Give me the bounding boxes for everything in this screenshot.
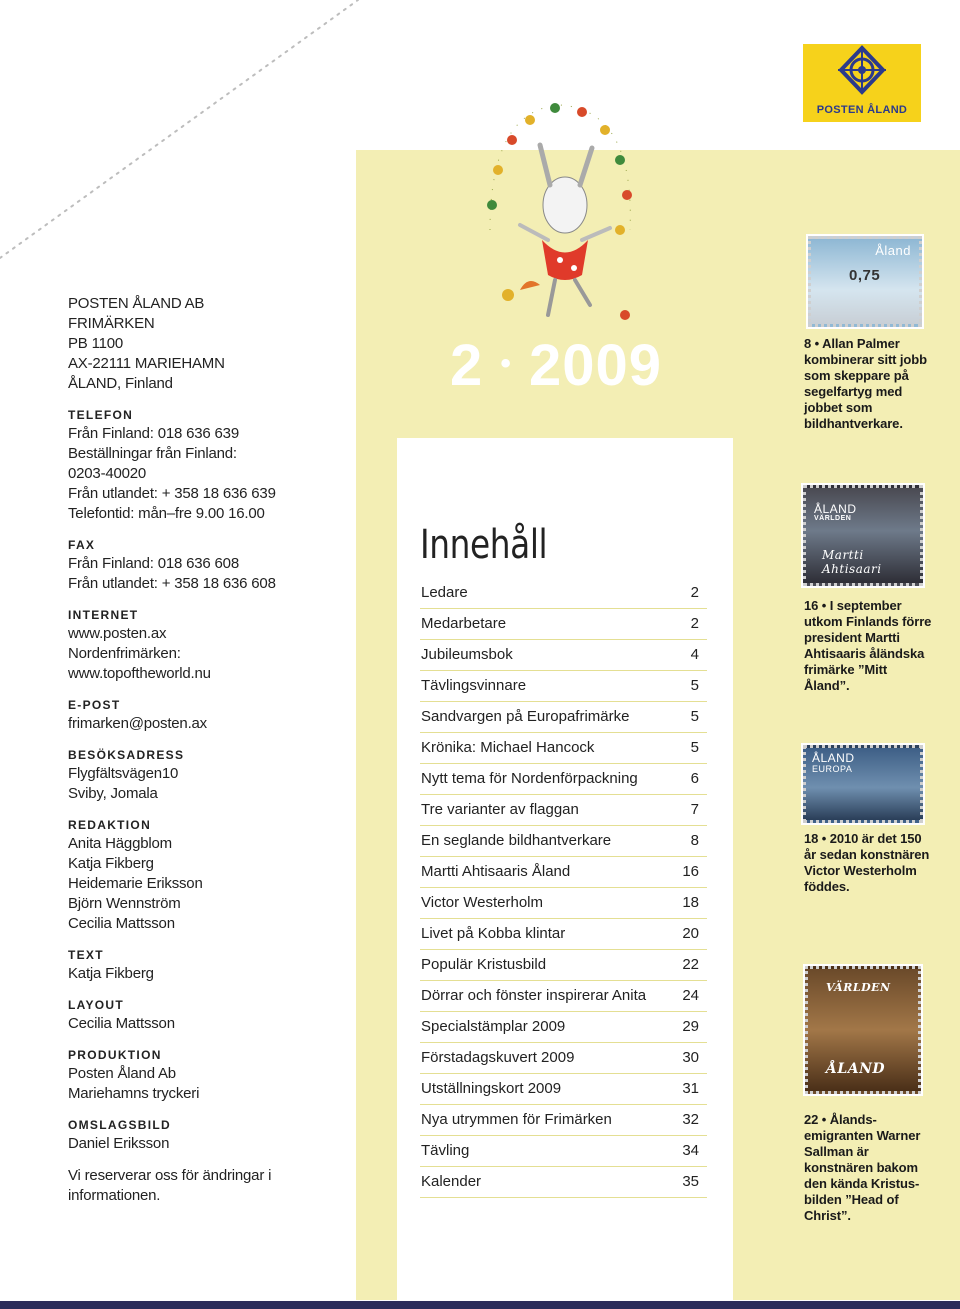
contents-item-page: 6 — [690, 770, 699, 787]
contents-item-title: Nya utrymmen för Frimärken — [421, 1111, 612, 1128]
contents-item[interactable] — [420, 857, 707, 888]
stamp-image — [803, 745, 923, 823]
contents-item[interactable] — [420, 1043, 707, 1074]
text-name: Katja Fikberg — [68, 965, 154, 982]
juggler-illustration — [470, 90, 650, 330]
contents-item[interactable] — [420, 795, 707, 826]
address-line: ÅLAND, Finland — [68, 375, 173, 392]
contents-item-page: 35 — [682, 1173, 699, 1190]
contents-item[interactable] — [420, 671, 707, 702]
contents-item-title: Utställningskort 2009 — [421, 1080, 562, 1097]
contents-item-page: 2 — [690, 584, 699, 601]
stamp-text: EUROPA — [812, 764, 853, 774]
contents-item[interactable] — [420, 1012, 707, 1043]
colophon — [68, 294, 338, 1206]
posten-aland-logo — [803, 44, 921, 122]
epost-label: E-POST — [68, 698, 121, 712]
contents-item[interactable] — [420, 640, 707, 671]
contents-item[interactable] — [420, 702, 707, 733]
produktion-label: PRODUKTION — [68, 1048, 162, 1062]
stamp-image — [803, 485, 923, 586]
contents-item[interactable] — [420, 1074, 707, 1105]
posten-emblem-icon — [803, 44, 921, 104]
text-label: TEXT — [68, 948, 104, 962]
telefon-line: Från Finland: 018 636 639 — [68, 425, 239, 442]
address-line: PB 1100 — [68, 335, 124, 352]
stamp-text: Åland — [875, 243, 911, 258]
contents-list — [420, 578, 707, 1198]
fax-line: Från utlandet: + 358 18 636 608 — [68, 575, 276, 592]
contents-item-page: 5 — [690, 677, 699, 694]
stamp-text: ÅLAND — [814, 502, 857, 516]
stamp-text: VÄRLDEN — [814, 515, 852, 522]
telefon-line: 0203-40020 — [68, 465, 147, 482]
contents-item[interactable] — [420, 733, 707, 764]
stamp-text: 0,75 — [849, 267, 881, 284]
contents-item[interactable] — [420, 609, 707, 640]
issue-number — [450, 332, 662, 399]
contents-item[interactable] — [420, 578, 707, 609]
contents-item-title: Krönika: Michael Hancock — [421, 739, 595, 756]
stamp-text: ÅLAND — [812, 751, 855, 765]
address-line: POSTEN ÅLAND AB — [68, 295, 205, 312]
contents-item-title: Tävlingsvinnare — [421, 677, 527, 694]
contents-item-page: 29 — [682, 1018, 699, 1035]
layout-label: LAYOUT — [68, 998, 125, 1012]
contents-item-title: Livet på Kobba klintar — [421, 925, 566, 942]
contents-item-title: Ledare — [421, 584, 468, 601]
address-block — [68, 294, 338, 394]
contents-title: Innehåll — [420, 522, 548, 568]
fax-line: Från Finland: 018 636 608 — [68, 555, 239, 572]
redaktion-name: Katja Fikberg — [68, 855, 154, 872]
address-line: AX-22111 MARIEHAMN — [68, 355, 225, 372]
dotted-line-decoration — [0, 0, 360, 260]
internet-label: INTERNET — [68, 608, 139, 622]
contents-item-title: Tre varianter av flaggan — [421, 801, 579, 818]
contents-item-page: 31 — [682, 1080, 699, 1097]
contents-item-page: 5 — [690, 739, 699, 756]
contents-item-title: Victor Westerholm — [421, 894, 543, 911]
issue-year: 2009 — [529, 333, 663, 398]
contents-item-page: 16 — [682, 863, 699, 880]
contents-item-title: Populär Kristusbild — [421, 956, 547, 973]
email-link[interactable]: frimarken@posten.ax — [68, 715, 207, 732]
feature-caption: 18 • 2010 är det 150 år sedan konstnären Victor Westerholm föddes. — [804, 831, 930, 894]
besoksadress-label: BESÖKSADRESS — [68, 748, 185, 762]
contents-item[interactable] — [420, 919, 707, 950]
contents-item-title: Nytt tema för Nordenförpackning — [421, 770, 638, 787]
contents-item-page: 22 — [682, 956, 699, 973]
contents-item[interactable] — [420, 826, 707, 857]
stamp-image — [805, 966, 921, 1094]
stamp-text: VÄRLDEN — [826, 981, 891, 994]
contents-item-title: Specialstämplar 2009 — [421, 1018, 566, 1035]
redaktion-name: Anita Häggblom — [68, 835, 172, 852]
stamp-text: Martti Ahtisaari — [822, 548, 882, 576]
contents-item-title: Sandvargen på Europafrimärke — [421, 708, 630, 725]
stamp-text: ÅLAND — [826, 1061, 886, 1077]
redaktion-name: Björn Wennström — [68, 895, 181, 912]
contents-item-page: 5 — [690, 708, 699, 725]
contents-item[interactable] — [420, 764, 707, 795]
telefon-label: TELEFON — [68, 408, 134, 422]
feature-caption: 22 • Ålands-emigranten Warner Sallman är konstnären bakom den kända Kristus-bilden ”Head of Christ”. — [804, 1112, 921, 1223]
issue-bullet: • — [500, 347, 512, 380]
contents-item-page: 32 — [682, 1111, 699, 1128]
contents-item-page: 20 — [682, 925, 699, 942]
contents-item-page: 24 — [682, 987, 699, 1004]
contents-item-page: 34 — [682, 1142, 699, 1159]
besoksadress-line: Sviby, Jomala — [68, 785, 158, 802]
contents-item-title: Jubileumsbok — [421, 646, 513, 663]
contents-item[interactable] — [420, 1167, 707, 1198]
contents-item-title: En seglande bildhantverkare — [421, 832, 612, 849]
feature-caption: 8 • Allan Palmer kombinerar sitt jobb som skeppare på segelfartyg med jobbet som bildhantverkare. — [804, 336, 927, 431]
layout-name: Cecilia Mattsson — [68, 1015, 175, 1032]
redaktion-label: REDAKTION — [68, 818, 152, 832]
omslagsbild-name: Daniel Eriksson — [68, 1135, 170, 1152]
address-line: FRIMÄRKEN — [68, 315, 155, 332]
contents-item-title: Tävling — [421, 1142, 470, 1159]
produktion-line: Posten Åland Ab — [68, 1065, 176, 1082]
contents-item[interactable] — [420, 981, 707, 1012]
omslagsbild-label: OMSLAGSBILD — [68, 1118, 171, 1132]
telefon-line: Telefontid: mån–fre 9.00 16.00 — [68, 505, 265, 522]
issue-number-value: 2 — [450, 333, 484, 398]
fax-label: FAX — [68, 538, 96, 552]
contents-item-page: 2 — [690, 615, 699, 632]
telefon-line: Beställningar från Finland: — [68, 445, 237, 462]
contents-item-page: 30 — [682, 1049, 699, 1066]
contents-item[interactable] — [420, 950, 707, 981]
contents-item[interactable] — [420, 1105, 707, 1136]
contents-item-title: Medarbetare — [421, 615, 507, 632]
telefon-line: Från utlandet: + 358 18 636 639 — [68, 485, 276, 502]
contents-item-title: Förstadagskuvert 2009 — [421, 1049, 575, 1066]
logo-text: POSTEN ÅLAND — [816, 104, 908, 116]
internet-line: Nordenfrimärken: — [68, 645, 181, 662]
contents-item-page: 4 — [690, 646, 699, 663]
contents-item[interactable] — [420, 1136, 707, 1167]
contents-item-page: 7 — [690, 801, 699, 818]
stamp-image — [808, 236, 922, 327]
contents-item-page: 8 — [690, 832, 699, 849]
redaktion-name: Heidemarie Eriksson — [68, 875, 203, 892]
contents-item-title: Kalender — [421, 1173, 482, 1190]
feature-caption: 16 • I september utkom Finlands förre president Martti Ahtisaaris åländska frimärke ”Mitt Åland”. — [804, 598, 932, 693]
besoksadress-line: Flygfältsvägen10 — [68, 765, 179, 782]
internet-link[interactable]: www.posten.ax — [68, 625, 167, 642]
internet-link[interactable]: www.topoftheworld.nu — [68, 665, 211, 682]
redaktion-name: Cecilia Mattsson — [68, 915, 175, 932]
contents-item-page: 18 — [682, 894, 699, 911]
contents-item-title: Martti Ahtisaaris Åland — [421, 863, 571, 880]
contents-item-title: Dörrar och fönster inspirerar Anita — [421, 987, 647, 1004]
produktion-line: Mariehamns tryckeri — [68, 1085, 200, 1102]
contents-item[interactable] — [420, 888, 707, 919]
disclaimer-note: Vi reserverar oss för ändringar i informationen. — [68, 1167, 272, 1204]
bottom-rule — [0, 1301, 960, 1309]
